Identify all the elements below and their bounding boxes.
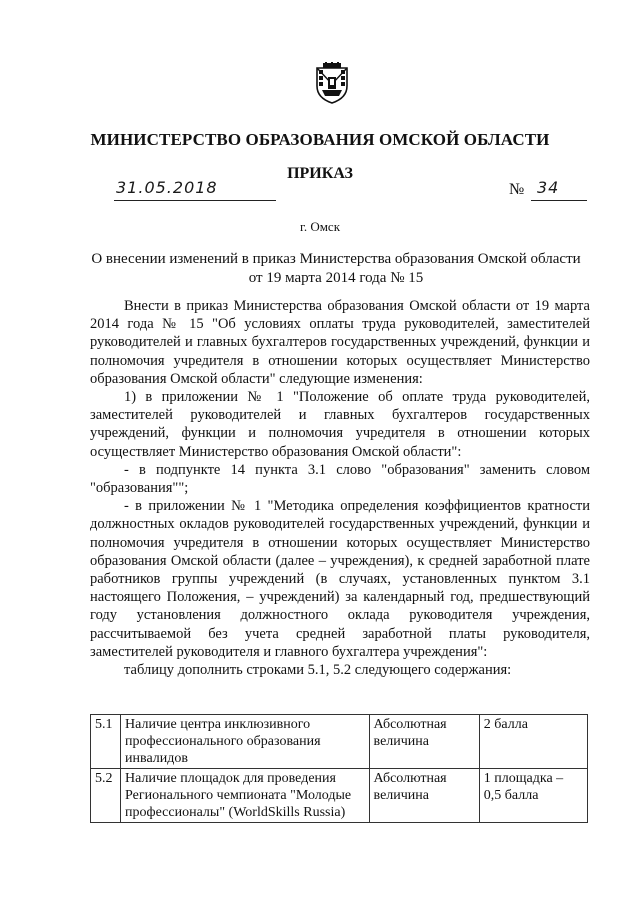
subject-line-2: от 19 марта 2014 года № 15 [248,270,424,286]
order-number-line [531,178,587,201]
coat-of-arms-icon [315,62,349,104]
item-1-sub-2-paragraph: - в приложении № 1 "Методика определения коэффициентов кратности должностных окладов руководителей государственных учреждений, функции и полномочия учредителя в отношении которых осуществляет Министерство образования Омской области (далее – учреждения), к средней заработной плате работников группы учреждений (в случаях, установленных пунктом 3.1 настоящего Положения, – учреждений) за календарный год, предшествующий году установления должностного оклада руководителя учреждения, рассчитываемой без учета средней заработной платы руководителя, заместителей руководителя и главного бухгалтера учреждения": [90,498,590,660]
table-row [91,715,588,769]
intro-paragraph: Внести в приказ Министерства образования Омской области от 19 марта 2014 года № 15 "Об условиях оплаты труда руководителей, заместителей руководителей и главных бухгалтеров государственных учреждений, функции и полномочия учредителя в отношении которых осуществляет Министерство образования Омской области" следующие изменения: [90,298,590,387]
order-title: ПРИКАЗ [287,165,353,182]
order-number: 34 [537,178,560,197]
item-1-paragraph: 1) в приложении № 1 "Положение об оплате труда руководителей, заместителей руководителей и главных бухгалтеров государственных учреждений, функции и полномочия учредителя в отношении которых осуществляет Министерство образования Омской области": [90,389,590,460]
row-criterion: Наличие площадок для проведения Регионального чемпионата "Молодые профессионалы" (WorldSkills Russia) [121,769,370,823]
item-1-sub-1-paragraph: - в подпункте 14 пункта 3.1 слово "образования" заменить словом "образования""; [90,461,590,497]
row-score: 1 площадка – 0,5 балла [479,769,587,823]
order-date: 31.05.2018 [116,178,218,197]
row-number: 5.1 [91,715,121,769]
table-intro-paragraph: таблицу дополнить строками 5.1, 5.2 следующего содержания: [124,662,512,679]
ministry-title: МИНИСТЕРСТВО ОБРАЗОВАНИЯ ОМСКОЙ ОБЛАСТИ [90,130,550,149]
row-score: 2 балла [479,715,587,769]
order-subject [84,250,588,288]
criteria-table [90,714,588,823]
table-row [91,769,588,823]
number-sign: № [509,181,525,198]
row-number: 5.2 [91,769,121,823]
city: г. Омск [299,219,341,234]
row-criterion: Наличие центра инклюзивного профессионального образования инвалидов [121,715,370,769]
order-body [90,297,590,679]
row-measure: Абсолютная величина [369,715,479,769]
subject-line-1: О внесении изменений в приказ Министерства образования Омской области [91,251,581,267]
row-measure: Абсолютная величина [369,769,479,823]
order-date-line [114,178,276,201]
